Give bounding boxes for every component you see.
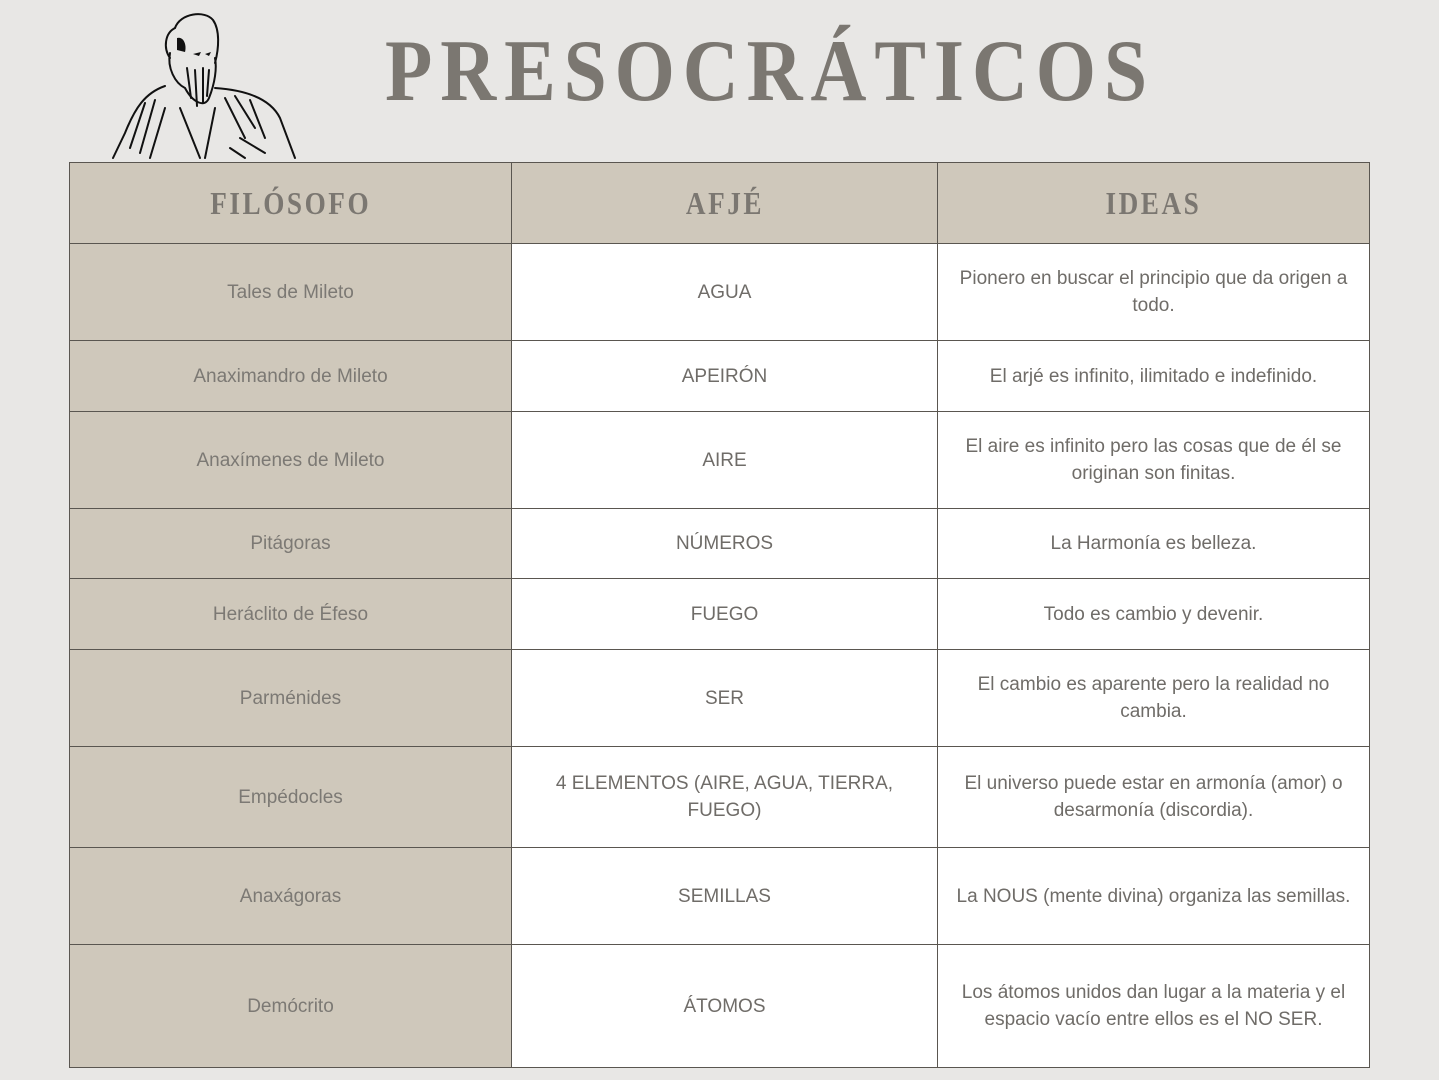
table-row [70,579,1370,650]
table-row [70,848,1370,945]
philosopher-name: Parménides [70,650,512,747]
header-filosofo: FILÓSOFO [70,163,512,244]
ideas-text: Todo es cambio y devenir. [938,579,1370,650]
ideas-text: El aire es infinito pero las cosas que de él se originan son finitas. [938,412,1370,509]
philosopher-name: Anaxímenes de Mileto [70,412,512,509]
afje-value: ÁTOMOS [512,945,938,1068]
page-title: PRESOCRÁTICOS [385,23,1155,120]
table-row [70,412,1370,509]
afje-value: NÚMEROS [512,509,938,579]
ideas-text: El universo puede estar en armonía (amor) o desarmonía (discordia). [938,747,1370,848]
ideas-text: La Harmonía es belleza. [938,509,1370,579]
afje-value: SEMILLAS [512,848,938,945]
philosopher-name: Heráclito de Éfeso [70,579,512,650]
afje-value: SER [512,650,938,747]
table-row [70,747,1370,848]
table-row [70,650,1370,747]
table-row [70,244,1370,341]
afje-value: APEIRÓN [512,341,938,412]
table-row [70,509,1370,579]
table-header-row [70,163,1370,244]
header-afje: AFJÉ [512,163,938,244]
afje-value: FUEGO [512,579,938,650]
afje-value: 4 ELEMENTOS (AIRE, AGUA, TIERRA, FUEGO) [512,747,938,848]
philosopher-name: Anaxágoras [70,848,512,945]
table-row [70,945,1370,1068]
ideas-text: El arjé es infinito, ilimitado e indefinido. [938,341,1370,412]
afje-value: AIRE [512,412,938,509]
afje-value: AGUA [512,244,938,341]
presocratics-table [69,162,1370,1068]
header-ideas: IDEAS [938,163,1370,244]
philosopher-name: Empédocles [70,747,512,848]
ideas-text: La NOUS (mente divina) organiza las semillas. [938,848,1370,945]
philosopher-name: Demócrito [70,945,512,1068]
philosopher-portrait-illustration [105,8,305,162]
philosopher-name: Pitágoras [70,509,512,579]
ideas-text: El cambio es aparente pero la realidad no cambia. [938,650,1370,747]
ideas-text: Pionero en buscar el principio que da origen a todo. [938,244,1370,341]
philosopher-name: Tales de Mileto [70,244,512,341]
ideas-text: Los átomos unidos dan lugar a la materia y el espacio vacío entre ellos es el NO SER. [938,945,1370,1068]
philosopher-name: Anaximandro de Mileto [70,341,512,412]
table-row [70,341,1370,412]
